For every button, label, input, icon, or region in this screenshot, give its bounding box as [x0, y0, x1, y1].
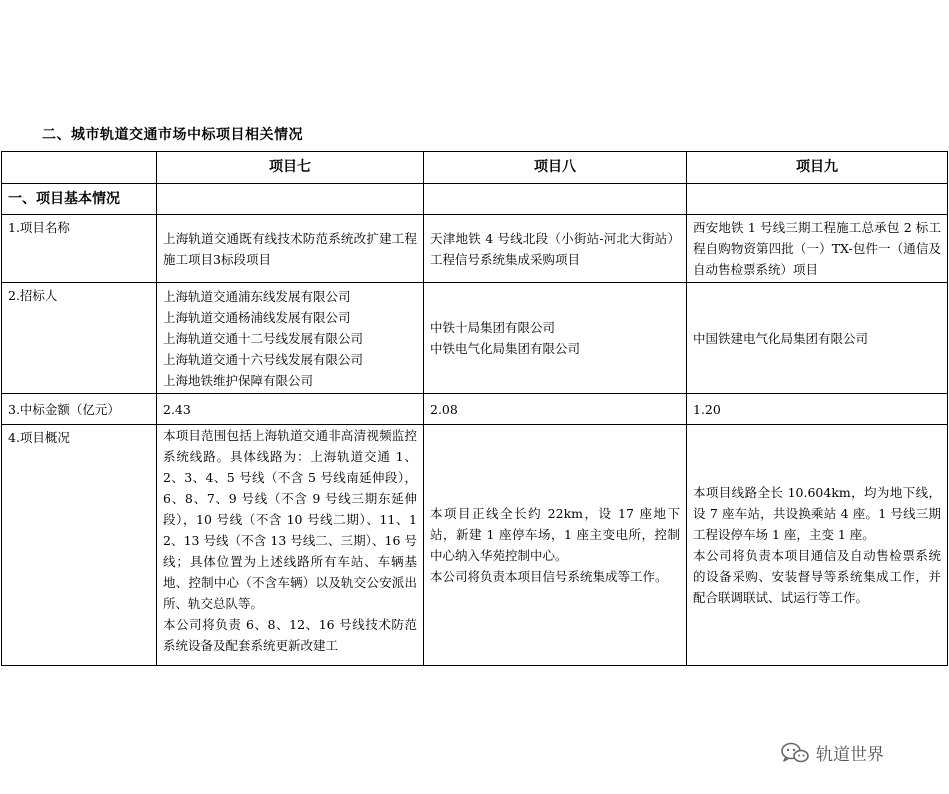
bidder-line: 上海地铁维护保障有限公司	[163, 372, 314, 388]
overview-paragraph: 本公司将负责 6、8、12、16 号线技术防范系统设备及配套系统更新改建工	[163, 617, 417, 653]
overview-row	[2, 425, 948, 666]
project-7-amount: 2.43	[157, 394, 424, 425]
project-7-bidders	[157, 283, 424, 394]
row-label-overview: 4.项目概况	[2, 425, 157, 666]
row-label-bid-amount: 3.中标金额（亿元）	[2, 394, 157, 425]
overview-paragraph: 本项目范围包括上海轨道交通非高清视频监控系统线路。具体线路为：上海轨道交通 1、2、3、4、5 号线（不含 5 号线南延伸段），6、8、7、9 号线（不含 9 号线三期东延伸段），10 号线（不含 10 号线二期）、11、12、13 号线（不含 13 号线二、三期）、16 号线；具体位置为上述线路所有车站、车辆基地、控制中心（不含车辆）以及轨交公安派出所、轨交总队等。	[163, 428, 417, 611]
bidder-line: 中铁电气化局集团有限公司	[430, 341, 581, 356]
watermark-text: 轨道世界	[816, 745, 884, 765]
basic-info-label: 一、项目基本情况	[2, 184, 157, 215]
project-7-name: 上海轨道交通既有线技术防范系统改扩建工程施工项目3标段项目	[157, 215, 424, 283]
basic-info-cell	[424, 184, 687, 215]
basic-info-cell	[157, 184, 424, 215]
project-9-overview	[687, 425, 948, 666]
project-name-row	[2, 215, 948, 283]
row-label-project-name: 1.项目名称	[2, 215, 157, 283]
project-9-bidder: 中国铁建电气化局集团有限公司	[687, 283, 948, 394]
bidder-line: 上海轨道交通杨浦线发展有限公司	[163, 309, 351, 325]
bidder-line: 上海轨道交通浦东线发展有限公司	[163, 288, 351, 304]
row-label-bidder: 2.招标人	[2, 283, 157, 394]
wechat-icon	[780, 741, 810, 765]
overview-text-wrap	[163, 425, 417, 661]
overview-paragraph: 本公司将负责本项目通信及自动售检票系统的设备采购、安装督导等系统集成工作，并配合联调联试、试运行等工作。	[693, 548, 941, 605]
bidder-line: 上海轨道交通十六号线发展有限公司	[163, 351, 364, 367]
header-cell-project-7: 项目七	[157, 152, 424, 184]
watermark	[780, 740, 884, 765]
bidder-line: 上海轨道交通十二号线发展有限公司	[163, 330, 364, 346]
bidder-line: 中铁十局集团有限公司	[430, 320, 556, 335]
project-8-overview	[424, 425, 687, 666]
basic-info-cell	[687, 184, 948, 215]
overview-paragraph: 本项目线路全长 10.604km，均为地下线，设 7 座车站，共设换乘站 4 座。1 号线三期工程设停车场 1 座，主变 1 座。	[693, 485, 941, 542]
bid-projects-table	[1, 151, 948, 666]
overview-paragraph: 本项目正线全长约 22km，设 17 座地下站，新建 1 座停车场，1 座主变电所，控制中心纳入华苑控制中心。	[430, 506, 680, 563]
bid-amount-row	[2, 394, 948, 425]
project-7-overview	[157, 425, 424, 666]
section-title: 二、城市轨道交通市场中标项目相关情况	[42, 127, 303, 143]
header-cell-project-8: 项目八	[424, 152, 687, 184]
header-cell-empty	[2, 152, 157, 184]
overview-paragraph: 本公司将负责本项目信号系统集成等工作。	[430, 569, 668, 584]
project-8-bidders	[424, 283, 687, 394]
basic-info-row	[2, 184, 948, 215]
project-8-name: 天津地铁 4 号线北段（小街站-河北大街站）工程信号系统集成采购项目	[424, 215, 687, 283]
project-9-name: 西安地铁 1 号线三期工程施工总承包 2 标工程自购物资第四批（一）TX-包件一（通信及自动售检票系统）项目	[687, 215, 948, 283]
project-8-amount: 2.08	[424, 394, 687, 425]
bidder-row	[2, 283, 948, 394]
header-cell-project-9: 项目九	[687, 152, 948, 184]
table-header-row	[2, 152, 948, 184]
project-9-amount: 1.20	[687, 394, 948, 425]
